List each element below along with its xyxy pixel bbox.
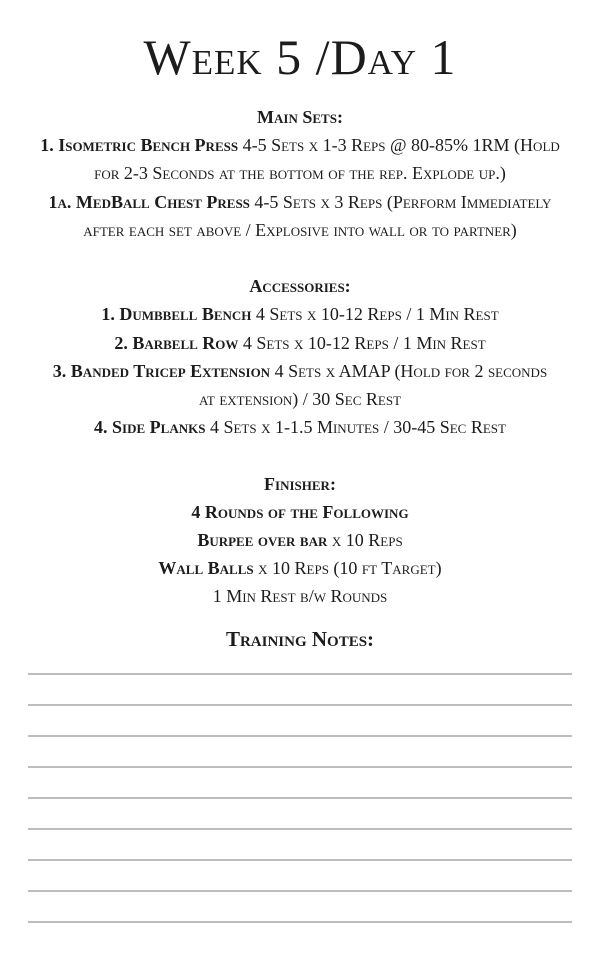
accessory-4 [6,413,594,441]
main-sets-heading: Main Sets: [257,107,343,127]
section-spacer [6,244,594,272]
accessories-heading: Accessories: [249,276,351,297]
notes-line [28,859,572,861]
accessory-3-line-1 [6,357,594,385]
main-set-1-line-2: for 2-3 Seconds at the bottom of the rep. Explode up.) [94,163,506,184]
workout-content [6,103,594,611]
accessory-4-detail: 4 Sets x 1-1.5 Minutes / 30-45 Sec Rest [205,417,506,438]
main-set-1-detail: 4-5 Sets x 1-3 Reps @ 80-85% 1RM (Hold [238,135,560,156]
page-title: Week 5 /Day 1 [143,29,457,85]
accessory-2 [6,329,594,357]
main-set-1-line-1 [6,131,594,159]
training-notes-heading: Training Notes: [225,627,375,651]
finisher-heading: Finisher: [264,473,336,494]
accessory-1 [6,300,594,328]
notes-line [28,797,572,799]
main-set-2-line-1 [6,188,594,216]
finisher-rounds: 4 Rounds of the Following [191,501,409,522]
finisher-item-2-detail: x 10 Reps (10 ft Target) [253,558,442,579]
accessory-2-detail: 4 Sets x 10-12 Reps / 1 Min Rest [238,332,486,353]
accessory-3-detail: 4 Sets x AMAP (Hold for 2 seconds [270,360,548,381]
accessory-3-line-2: at extension) / 30 Sec Rest [198,389,402,410]
notes-line [28,673,572,675]
accessory-3-name: 3. Banded Tricep Extension [52,360,271,381]
accessory-1-detail: 4 Sets x 10-12 Reps / 1 Min Rest [251,304,499,325]
notes-line [28,704,572,706]
finisher-rest: 1 Min Rest b/w Rounds [212,586,388,607]
accessory-2-name: 2. Barbell Row [114,332,239,353]
main-set-2-line-2: after each set above / Explosive into wall or to partner) [83,219,517,240]
notes-line [28,890,572,892]
section-spacer [6,441,594,469]
finisher-item-2 [6,554,594,582]
finisher-item-1 [6,526,594,554]
main-set-1-name: 1. Isometric Bench Press [40,135,239,156]
notes-line [28,828,572,830]
finisher-item-1-detail: x 10 Reps [327,530,403,551]
finisher-item-1-name: Burpee over bar [197,530,328,551]
main-set-2-detail: 4-5 Sets x 3 Reps (Perform Immediately [249,191,552,212]
notes-line [28,921,572,923]
notes-line [28,766,572,768]
finisher-item-2-name: Wall Balls [158,558,254,579]
notes-line [28,735,572,737]
accessory-1-name: 1. Dumbbell Bench [101,304,252,325]
main-set-2-name: 1a. MedBall Chest Press [48,191,250,212]
accessory-4-name: 4. Side Planks [94,417,206,438]
